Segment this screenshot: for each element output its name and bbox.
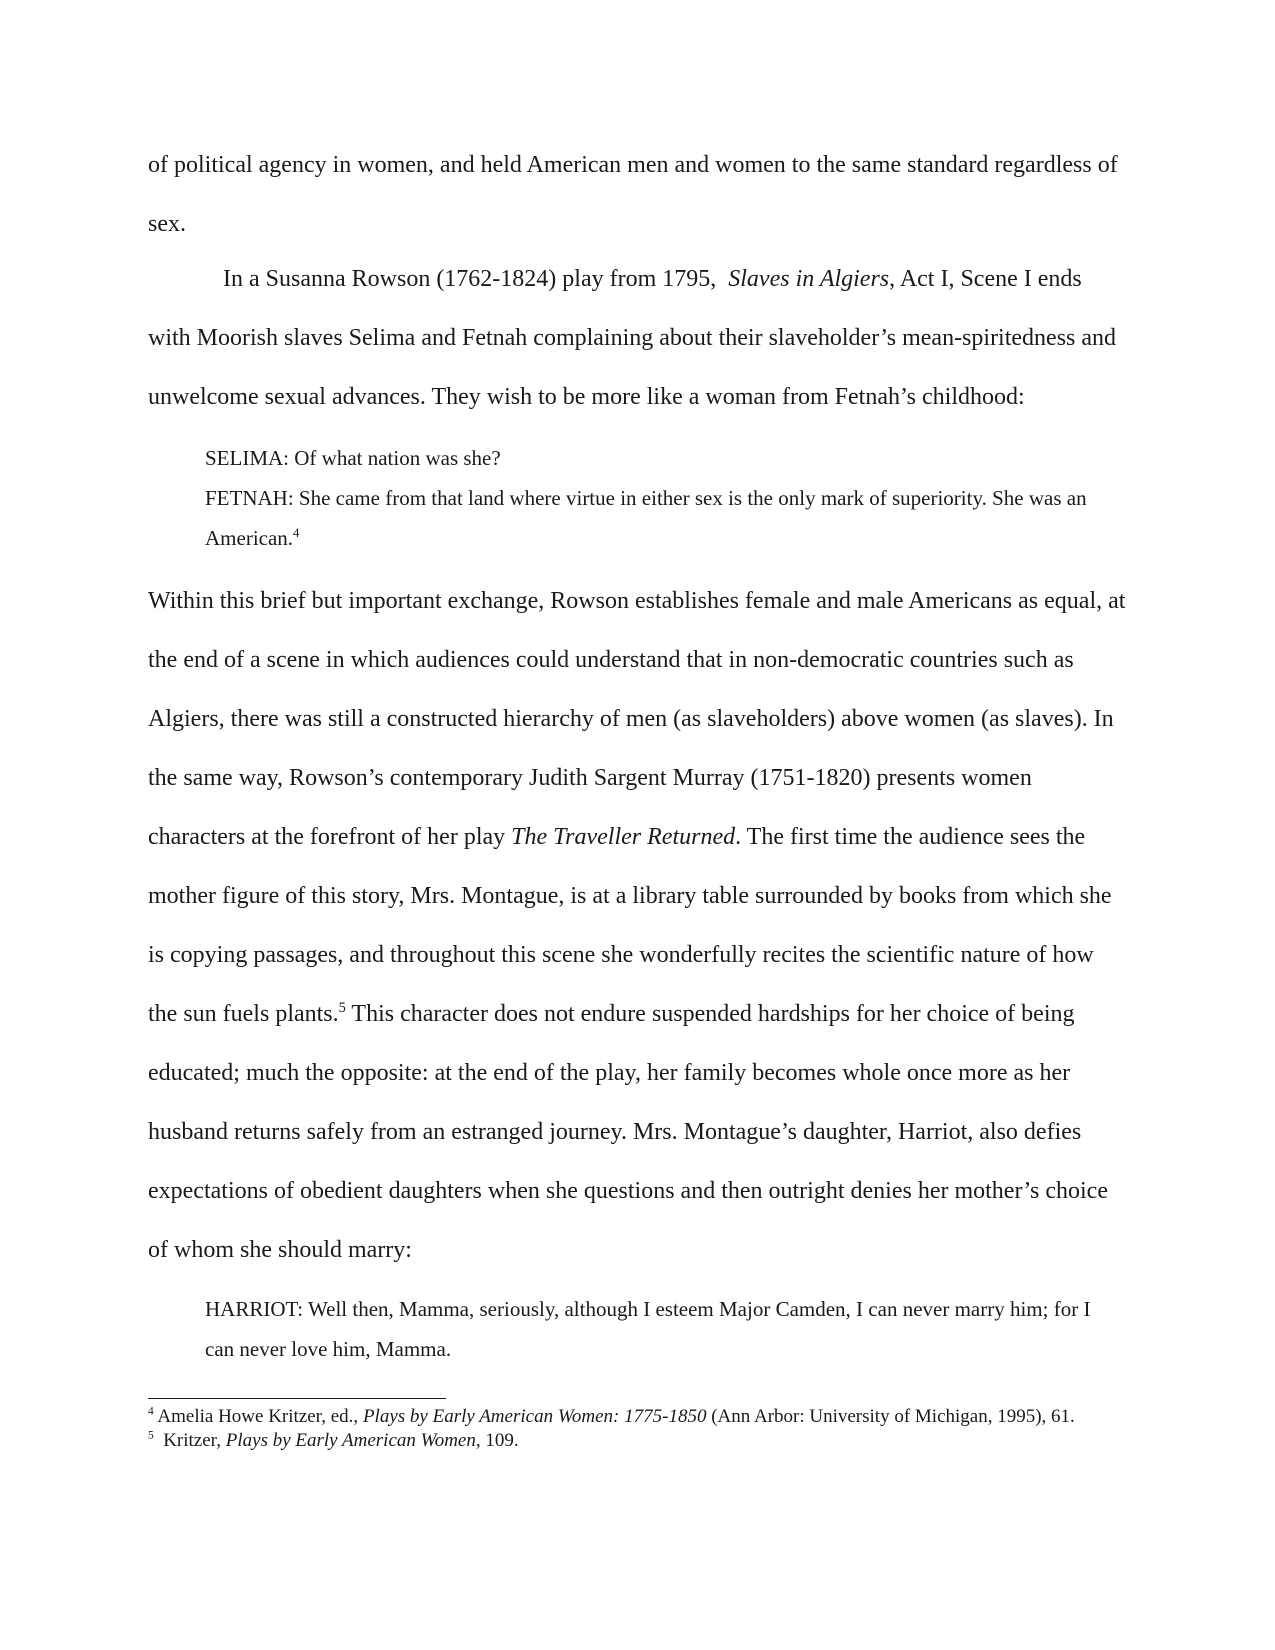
dialogue-text: FETNAH: She came from that land where virtue in either sex is the only mark of superiority. She was an American. bbox=[205, 486, 1087, 550]
paragraph-text: In a Susanna Rowson (1762-1824) play from 1795, bbox=[223, 266, 717, 292]
footnote-5 bbox=[148, 1429, 1128, 1453]
paragraph-text: Within this brief but important exchange, Rowson establishes female and male Americans as equal, at the end of a scene in which audiences could understand that in non-democratic countries such as Algiers, there was still a constructed hierarchy of men (as slaveholders) above women (as slaves). In the same way, Rowson’s contemporary Judith Sargent Murray (1751-1820) presents women characters at the forefront of her play bbox=[148, 588, 1126, 850]
dialogue-line-harriot: HARRIOT: Well then, Mamma, seriously, although I esteem Major Camden, I can never marry him; for I can never love him, Mamma. bbox=[205, 1297, 1091, 1361]
footnote-book-title: Plays by Early American Women bbox=[225, 1430, 476, 1451]
footnote-text: , 109. bbox=[475, 1430, 519, 1451]
footnote-ref-4: 4 bbox=[293, 526, 300, 540]
paragraph-text: , Act I, Scene I ends with Moorish slaves Selima and Fetnah complaining about their slaveholder’s mean-spiritedness and unwelcome sexual advances. They wish to be more like a woman from Fetnah’s childhood: bbox=[148, 266, 1117, 410]
block-quote-harriot bbox=[205, 1289, 1110, 1369]
play-title-slaves-in-algiers: Slaves in Algiers bbox=[728, 266, 890, 292]
paragraph-continuation bbox=[148, 136, 1128, 254]
paragraph-text: of political agency in women, and held American men and women to the same standard regardless of sex. bbox=[148, 152, 1118, 237]
footnote-4 bbox=[148, 1405, 1128, 1429]
footnote-number: 4 bbox=[148, 1405, 154, 1418]
dialogue-line-fetnah bbox=[205, 478, 1110, 558]
paragraph-text: . The first time the audience sees the mother figure of this story, Mrs. Montague, is at a library table surrounded by books from which she is copying passages, and throughout this scene she wonderfully recites the scientific nature of how the sun fuels plants. bbox=[148, 824, 1112, 1027]
footnotes bbox=[148, 1405, 1128, 1453]
paragraph-text: This character does not endure suspended hardships for her choice of being educated; much the opposite: at the end of the play, her family becomes whole once more as her husband returns safely from an estranged journey. Mrs. Montague’s daughter, Harriot, also defies expectations of obedient daughters when she questions and then outright denies her mother’s choice of whom she should marry: bbox=[148, 1001, 1108, 1263]
footnote-text: Amelia Howe Kritzer, ed., bbox=[157, 1406, 359, 1427]
play-title-traveller-returned: The Traveller Returned bbox=[511, 824, 736, 850]
paragraph-analysis bbox=[148, 572, 1128, 1280]
dialogue-line-selima: SELIMA: Of what nation was she? bbox=[205, 446, 501, 470]
block-quote-selima-fetnah bbox=[205, 438, 1110, 558]
footnote-book-title: Plays by Early American Women: 1775-1850 bbox=[362, 1406, 707, 1427]
paragraph-rowson bbox=[148, 250, 1128, 427]
footnote-number: 5 bbox=[148, 1429, 154, 1442]
footnote-text: (Ann Arbor: University of Michigan, 1995), 61. bbox=[711, 1406, 1075, 1427]
footnote-ref-5: 5 bbox=[338, 1000, 346, 1016]
footnote-separator bbox=[148, 1398, 446, 1399]
footnote-text: Kritzer, bbox=[163, 1430, 221, 1451]
